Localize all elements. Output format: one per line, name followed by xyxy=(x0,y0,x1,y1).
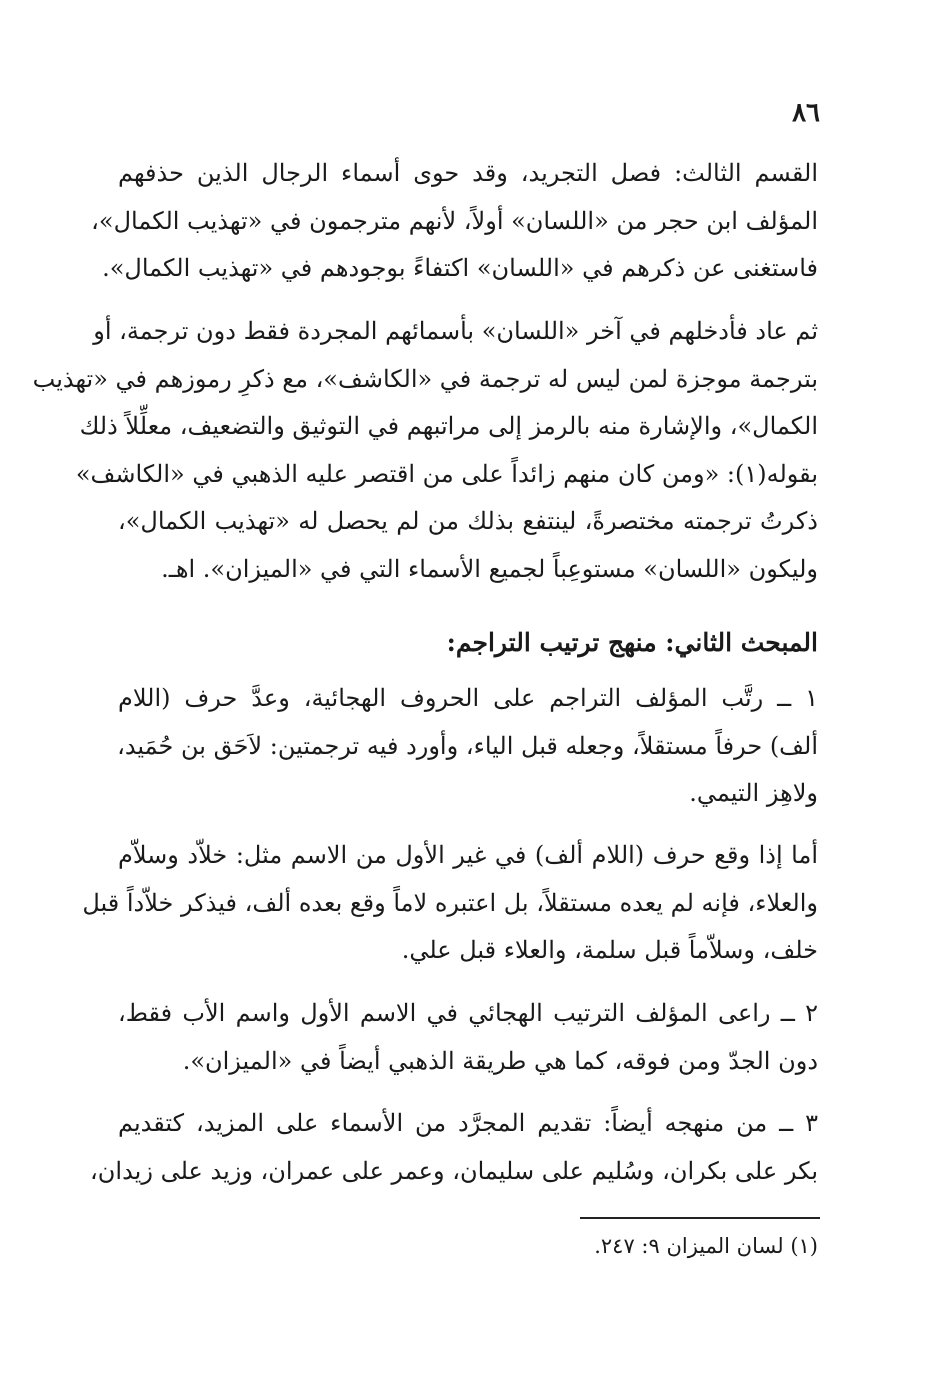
text-line: دون الجدّ ومن فوقه، كما هي طريقة الذهبي أيضاً في «الميزان». xyxy=(182,1046,818,1075)
text-line: القسم الثالث: فصل التجريد، وقد حوى أسماء الرجال الذين حذفهم xyxy=(118,159,818,187)
text-line: ألف) حرفاً مستقلاً، وجعله قبل الياء، وأورد فيه ترجمتين: لاَحَق بن حُمَيد، xyxy=(117,731,818,760)
text-line: ذكرتُ ترجمته مختصرةً، لينتفع بذلك من لم يحصل له «تهذيب الكمال»، xyxy=(118,507,818,535)
paragraph-reinsertion xyxy=(32,308,818,593)
text-line: ٣ ــ من منهجه أيضاً: تقديم المجرَّد من الأسماء على المزيد، كتقديم xyxy=(118,1109,818,1137)
text-line: أما إذا وقع حرف (اللام ألف) في غير الأول من الاسم مثل: خلاّد وسلاّم xyxy=(118,841,818,869)
paragraph-point-2 xyxy=(118,990,818,1085)
text-line: فاستغنى عن ذكرهم في «اللسان» اكتفاءً بوجودهم في «تهذيب الكمال». xyxy=(102,254,818,282)
text-line: ثم عاد فأدخلهم في آخر «اللسان» بأسمائهم المجردة فقط دون ترجمة، أو xyxy=(93,317,818,345)
footnote: (١) لسان الميزان ٩: ٢٤٧. xyxy=(594,1234,818,1258)
text-line: بترجمة موجزة لمن ليس له ترجمة في «الكاشف»، مع ذكرِ رموزهم في «تهذيب xyxy=(32,364,818,393)
text-line: الكمال»، والإشارة منه بالرمز إلى مراتبهم في التوثيق والتضعيف، معلِّلاً ذلك xyxy=(79,412,818,440)
paragraph-tajrid-section xyxy=(91,150,818,293)
text-line: ٢ ــ راعى المؤلف الترتيب الهجائي في الاسم الأول واسم الأب فقط، xyxy=(118,999,818,1027)
paragraph-point-1 xyxy=(118,675,818,818)
text-line: خلف، وسلاّماً قبل سلمة، والعلاء قبل علي. xyxy=(401,936,818,964)
page-number: ٨٦ xyxy=(792,98,820,128)
text-line: ولاهِز التيمي. xyxy=(689,779,818,807)
footnote-divider xyxy=(580,1217,820,1219)
text-line: بكر على بكران، وسُليم على سليمان، وعمر على عمران، وزيد على زيدان، xyxy=(90,1156,818,1185)
text-line: وليكون «اللسان» مستوعِباً لجميع الأسماء التي في «الميزان». اهـ. xyxy=(161,554,818,583)
text-line: المؤلف ابن حجر من «اللسان» أولاً، لأنهم مترجمون في «تهذيب الكمال»، xyxy=(91,206,818,235)
text-line: والعلاء، فإنه لم يعده مستقلاً، بل اعتبره لاماً وقع بعده ألف، فيذكر خلاّداً قبل xyxy=(82,888,818,917)
text-line: ١ ــ رتَّب المؤلف التراجم على الحروف الهجائية، وعدَّ حرف (اللام xyxy=(118,684,818,712)
section-heading: المبحث الثاني: منهج ترتيب التراجم: xyxy=(446,628,818,657)
paragraph-lam-alif xyxy=(82,832,818,975)
paragraph-point-3 xyxy=(90,1100,818,1195)
text-line: بقوله(١): «ومن كان منهم زائداً على من اقتصر عليه الذهبي في «الكاشف» xyxy=(75,459,818,488)
